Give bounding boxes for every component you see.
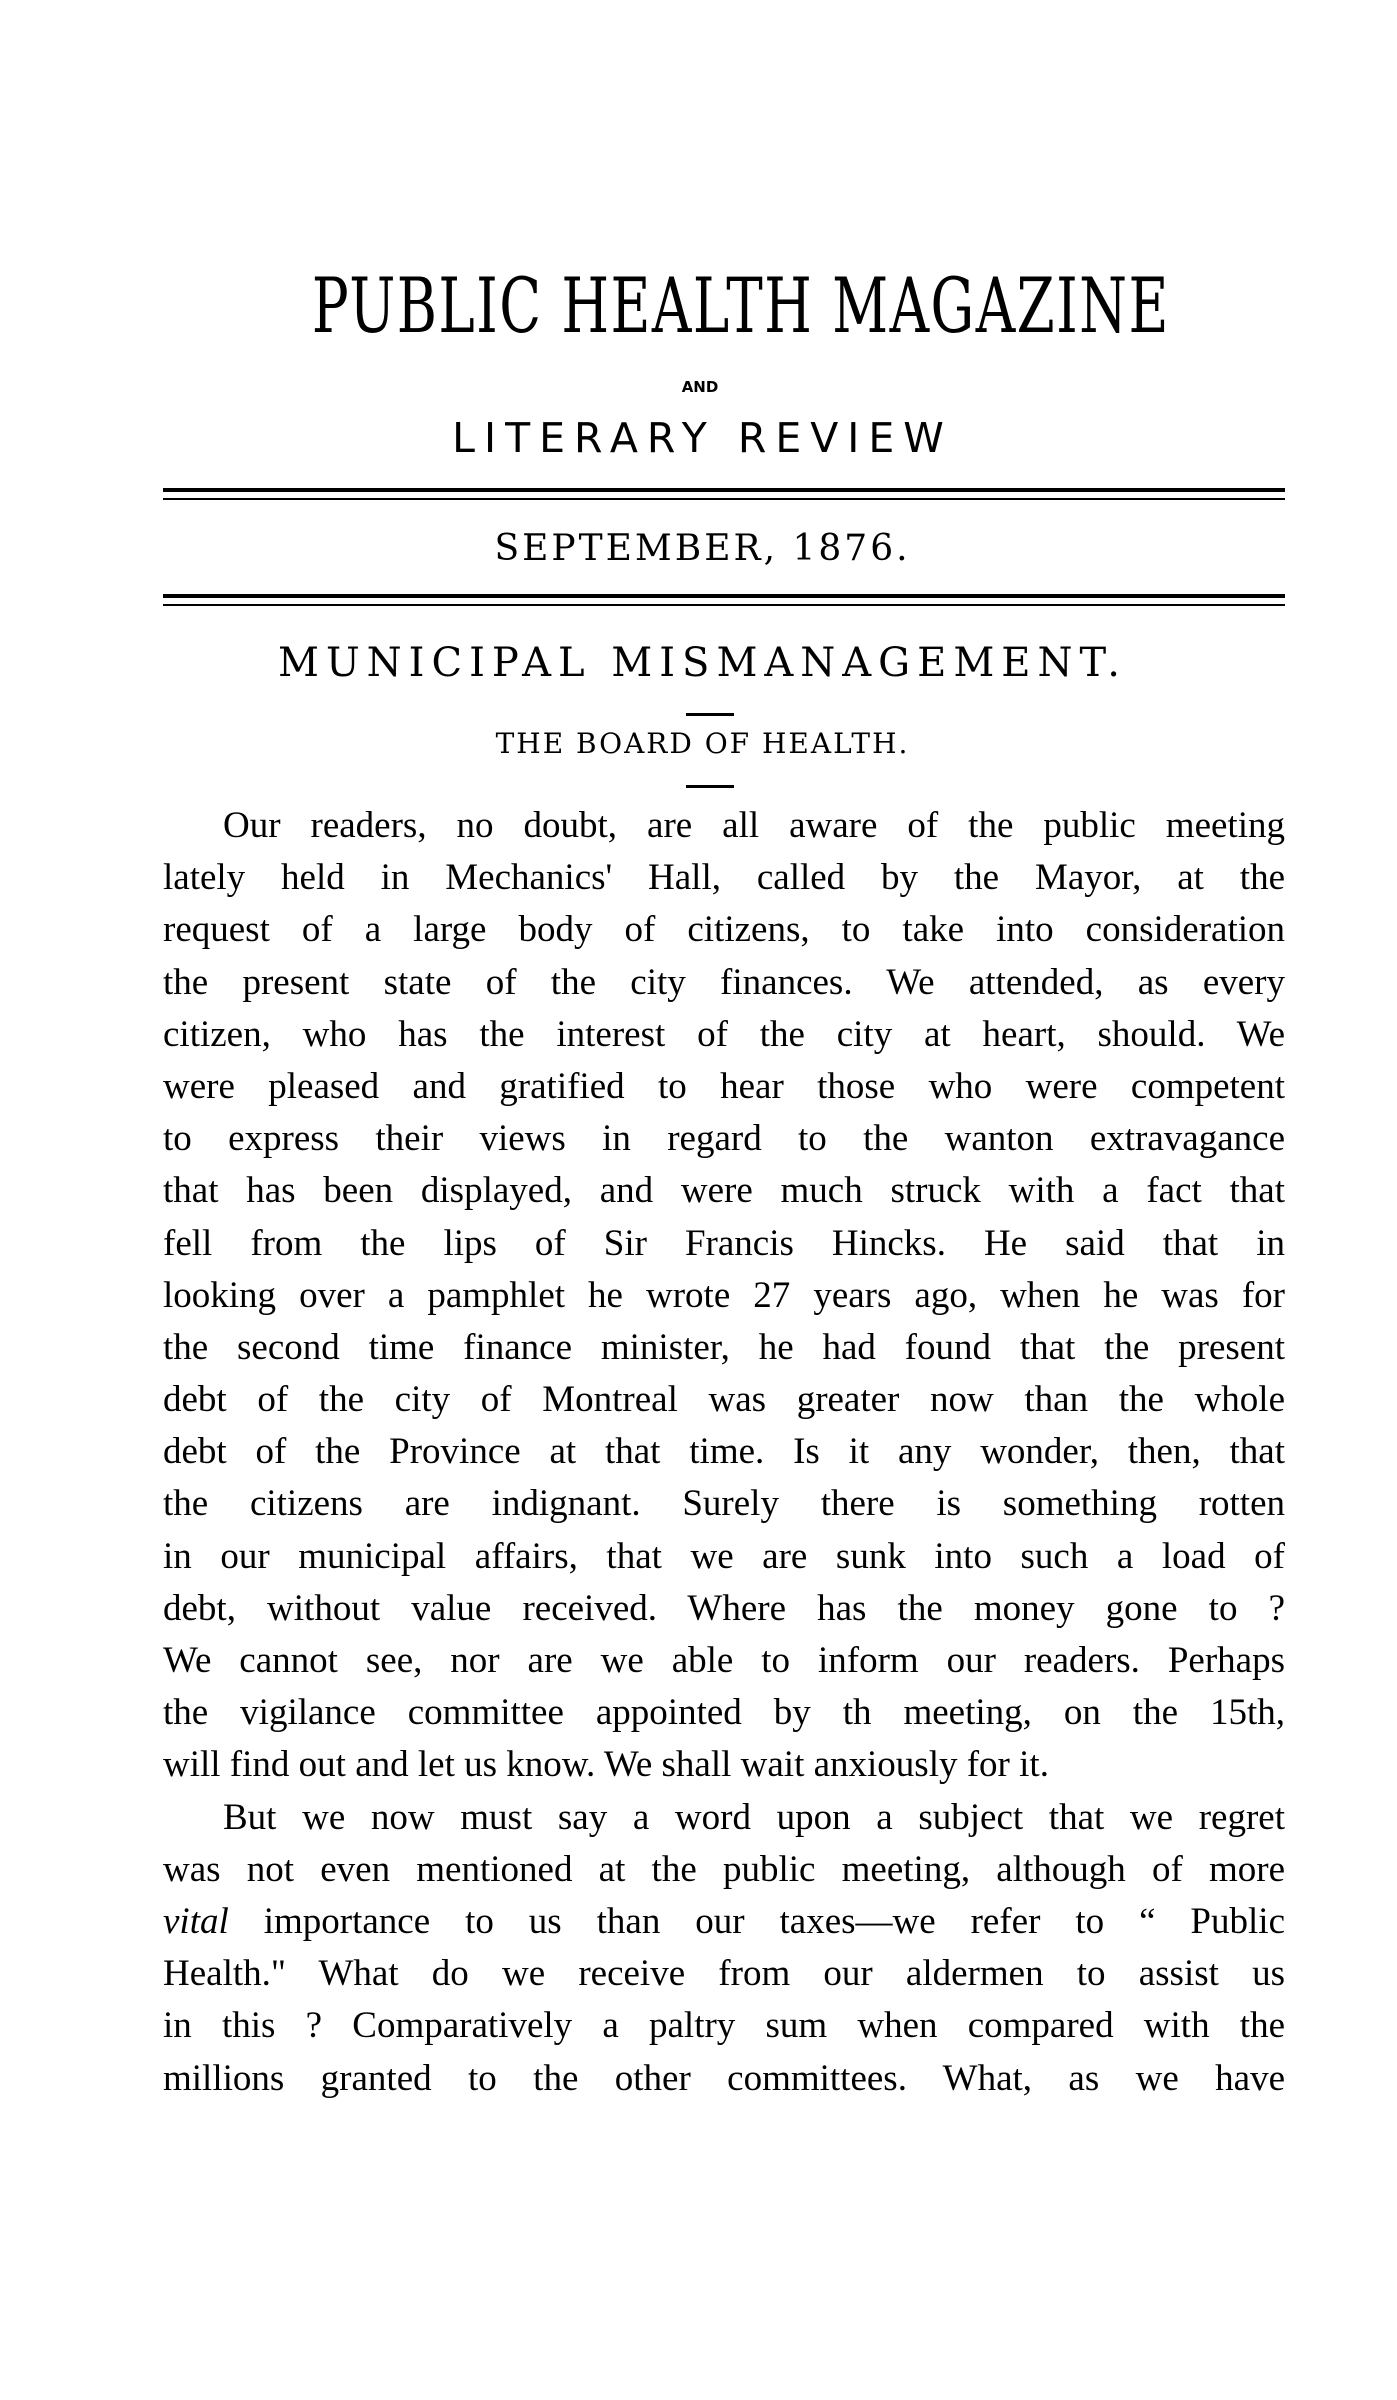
- body-line: in this ? Comparatively a paltry sum when compared with the: [163, 2005, 1285, 2047]
- body-line: will find out and let us know. We shall wait anxiously for it.: [163, 1744, 1049, 1786]
- short-rule-above-subtitle: [686, 713, 734, 716]
- body-line: millions granted to the other committees. What, as we have: [163, 2057, 1285, 2099]
- body-line: was not even mentioned at the public meeting, although of more: [163, 1848, 1285, 1890]
- body-line: the citizens are indignant. Surely there is something rotten: [163, 1483, 1285, 1525]
- body-line-rest: importance to us than our taxes—we refer to “ Public: [263, 1900, 1285, 1942]
- article-title: MUNICIPAL MISMANAGEMENT.: [278, 640, 1127, 686]
- body-line: in our municipal affairs, that we are sunk into such a load of: [163, 1535, 1285, 1577]
- double-rule-top: [163, 488, 1285, 500]
- article-subtitle: THE BOARD OF HEALTH.: [495, 727, 910, 760]
- body-line-emphasis: [163, 1896, 1285, 1948]
- body-line: were pleased and gratified to hear those who were competent: [163, 1065, 1285, 1107]
- body-line: fell from the lips of Sir Francis Hincks. He said that in: [163, 1222, 1285, 1264]
- body-line: But we now must say a word upon a subject that we regret: [223, 1796, 1285, 1838]
- masthead-conjunction: AND: [681, 378, 719, 396]
- body-line: We cannot see, nor are we able to inform our readers. Perhaps: [163, 1640, 1285, 1681]
- body-line: Our readers, no doubt, are all aware of the public meeting: [223, 805, 1285, 846]
- body-line: to express their views in regard to the wanton extravagance: [163, 1118, 1285, 1160]
- short-rule-below-subtitle: [686, 785, 734, 788]
- body-line: Health." What do we receive from our aldermen to assist us: [163, 1953, 1285, 1995]
- body-line: that has been displayed, and were much struck with a fact that: [163, 1170, 1285, 1212]
- body-line: debt, without value received. Where has the money gone to ?: [163, 1587, 1285, 1629]
- body-line: looking over a pamphlet he wrote 27 years ago, when he was for: [163, 1274, 1285, 1316]
- article-body: [163, 800, 1285, 2105]
- masthead-title: PUBLIC HEALTH MAGAZINE: [311, 261, 1170, 350]
- issue-date: SEPTEMBER, 1876.: [494, 528, 911, 569]
- body-line: debt of the Province at that time. Is it any wonder, then, that: [163, 1431, 1285, 1473]
- double-rule-bottom: [163, 594, 1285, 606]
- body-line: request of a large body of citizens, to take into consideration: [163, 909, 1285, 951]
- emphasis-word: vital: [163, 1900, 229, 1942]
- body-line: the second time finance minister, he had found that the present: [163, 1326, 1285, 1368]
- masthead-subtitle: LITERARY REVIEW: [452, 414, 953, 462]
- body-line: the vigilance committee appointed by th meeting, on the 15th,: [163, 1692, 1285, 1734]
- body-line: debt of the city of Montreal was greater now than the whole: [163, 1379, 1285, 1421]
- body-line: citizen, who has the interest of the city at heart, should. We: [163, 1013, 1285, 1055]
- body-line: lately held in Mechanics' Hall, called by the Mayor, at the: [163, 857, 1285, 899]
- body-line: the present state of the city finances. We attended, as every: [163, 961, 1285, 1003]
